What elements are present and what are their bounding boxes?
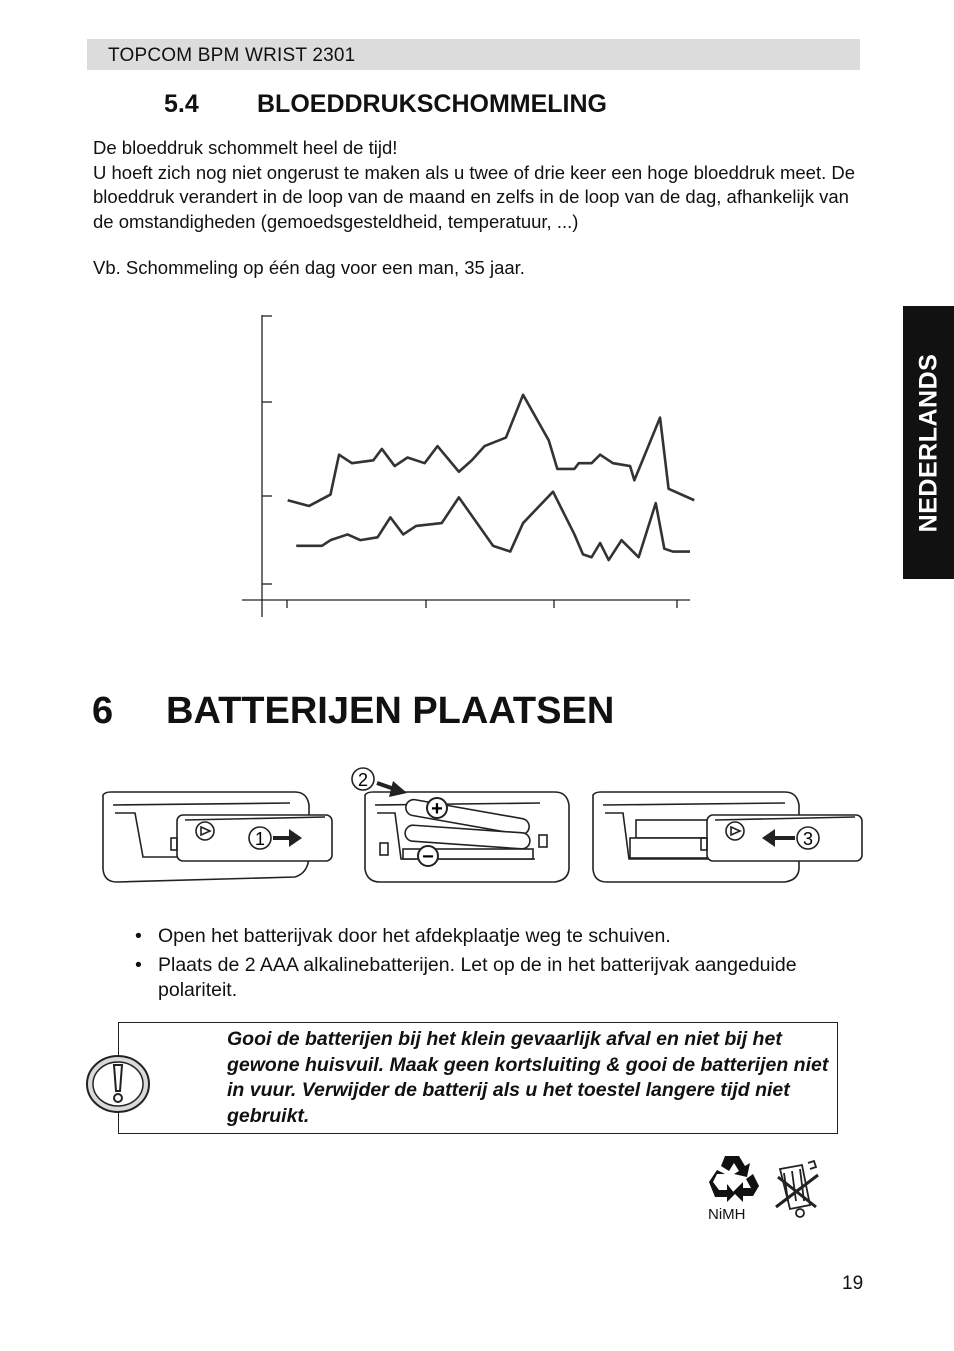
recycle-icon xyxy=(705,1152,761,1206)
section-title: BLOEDDRUKSCHOMMELING xyxy=(257,90,607,118)
battery-installation-illustration xyxy=(95,765,870,890)
bullet-item: • Open het batterijvak door het afdekplaatje weg te schuiven. xyxy=(135,925,671,947)
chart-lines xyxy=(288,395,695,560)
warning-box xyxy=(118,1022,838,1134)
language-tab-label: NEDERLANDS xyxy=(914,353,942,532)
device-step-2 xyxy=(365,792,569,882)
body-line-1: De bloeddruk schommelt heel de tijd! xyxy=(93,137,398,158)
section-number: 5.4 xyxy=(164,90,199,118)
chapter-title: BATTERIJEN PLAATSEN xyxy=(166,690,615,732)
bullet-text: Open het batterijvak door het afdekplaatje weg te schuiven. xyxy=(158,925,671,947)
bullet-list xyxy=(135,924,835,1007)
body-paragraph: U hoeft zich nog niet ongerust te maken als u twee of drie keer een hoge bloeddruk meet. De bloeddruk verandert in de loop van de maand en zelfs in de loop van de dag, afhankelijk van de omstandigheden (gemoedsgesteldheid, temperatuur, ...) xyxy=(93,161,856,232)
language-tab xyxy=(903,306,954,579)
warning-text: Gooi de batterijen bij het klein gevaarlijk afval en niet bij het gewone huisvuil. Maak geen kortsluiting & gooi de batterijen niet in vuur. Verwijder de batterij als u het toestel langere tijd niet gebruikt. xyxy=(227,1028,829,1127)
example-caption: Vb. Schommeling op één dag voor een man, 35 jaar. xyxy=(93,257,525,278)
bullet-text: Plaats de 2 AAA alkalinebatterijen. Let op de in het batterijvak aangeduide polariteit. xyxy=(158,954,797,1001)
blood-pressure-chart xyxy=(230,305,710,625)
nimh-label: NiMH xyxy=(708,1206,746,1223)
svg-text:−: − xyxy=(422,846,434,868)
svg-text:1: 1 xyxy=(254,829,266,849)
header-title: TOPCOM BPM WRIST 2301 xyxy=(108,45,356,66)
chapter-number: 6 xyxy=(92,690,114,732)
series-line-lower xyxy=(296,492,690,560)
bullet-item: • Plaats de 2 AAA alkalinebatterijen. Let op de in het batterijvak aangeduide polariteit. xyxy=(135,954,797,1001)
svg-text:+: + xyxy=(431,798,443,820)
page-number: 19 xyxy=(842,1273,864,1294)
exclamation-icon xyxy=(83,1053,153,1115)
crossed-bin-icon xyxy=(772,1155,824,1223)
device-step-3 xyxy=(593,792,862,882)
body-text xyxy=(93,136,868,234)
svg-text:3: 3 xyxy=(802,829,814,849)
series-line-upper xyxy=(288,395,695,506)
svg-text:2: 2 xyxy=(357,770,369,790)
header-bar xyxy=(87,39,860,70)
